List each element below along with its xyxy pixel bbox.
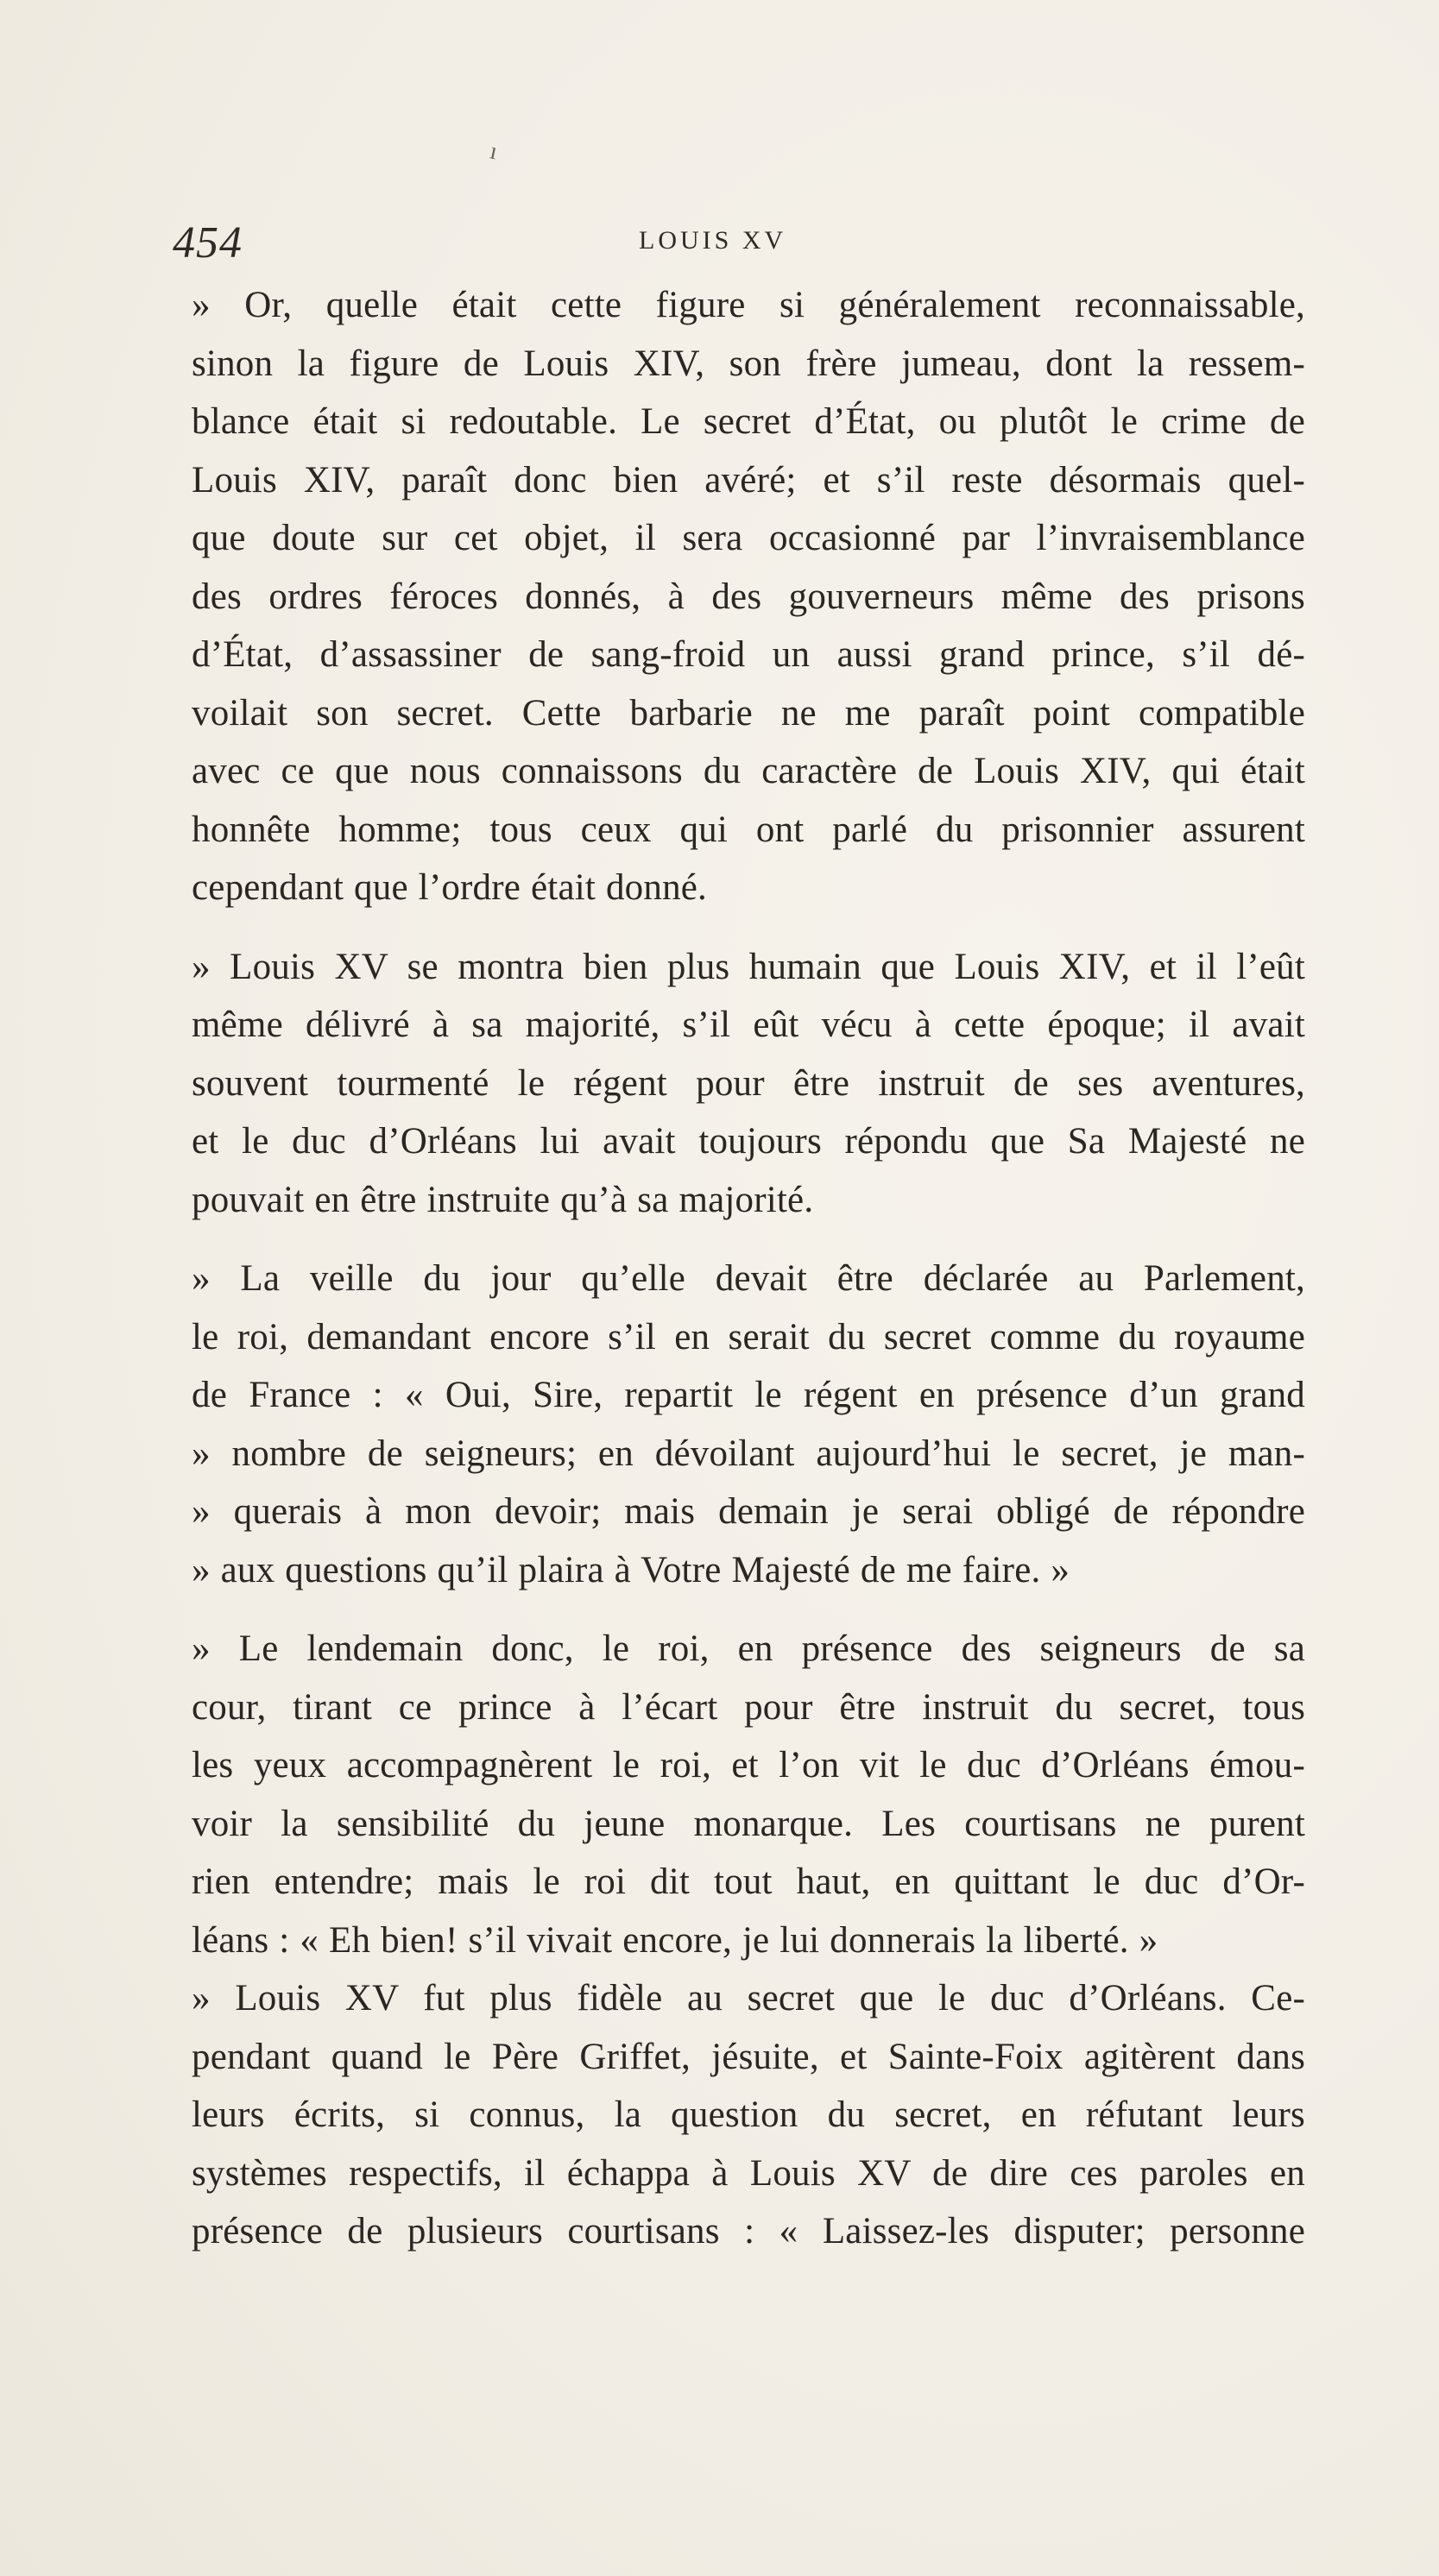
ink-speck: ı	[487, 137, 501, 166]
text-line: que doute sur cet objet, il sera occasionné par l’invraisemblance	[192, 518, 1305, 558]
paragraph-2	[192, 938, 1305, 1230]
text-line: » La veille du jour qu’elle devait être déclarée au Parlement,	[192, 1258, 1305, 1299]
text-line: cependant que l’ordre était donné.	[192, 867, 708, 908]
text-line: voir la sensibilité du jeune monarque. Les courtisans ne purent	[192, 1803, 1305, 1844]
body-text	[192, 276, 1305, 2261]
text-line: » querais à mon devoir; mais demain je serai obligé de répondre	[192, 1491, 1305, 1532]
running-title: LOUIS XV	[639, 226, 787, 255]
paragraph-gap	[192, 1229, 1305, 1250]
text-line: souvent tourmenté le régent pour être instruit de ses aventures,	[192, 1062, 1305, 1104]
text-line: et le duc d’Orléans lui avait toujours répondu que Sa Majesté ne	[192, 1121, 1305, 1162]
text-line: » Louis XV se montra bien plus humain que Louis XIV, et il l’eût	[192, 946, 1305, 987]
text-line: cour, tirant ce prince à l’écart pour être instruit du secret, tous	[192, 1686, 1305, 1728]
text-line: leurs écrits, si connus, la question du secret, en réfutant leurs	[192, 2094, 1305, 2135]
text-line: sinon la figure de Louis XIV, son frère jumeau, dont la ressem-	[192, 343, 1305, 384]
paragraph-1	[192, 276, 1305, 917]
paragraph-gap	[192, 917, 1305, 938]
text-line: » Or, quelle était cette figure si généralement reconnaissable,	[192, 285, 1305, 325]
text-line: léans : « Eh bien! s’il vivait encore, je lui donnerais la liberté. »	[192, 1919, 1158, 1961]
text-line: Louis XIV, paraît donc bien avéré; et s’il reste désormais quel-	[192, 459, 1305, 501]
text-line: d’État, d’assassiner de sang-froid un aussi grand prince, s’il dé-	[192, 634, 1305, 675]
text-line: voilait son secret. Cette barbarie ne me paraît point compatible	[192, 692, 1305, 734]
paragraph-5	[192, 1969, 1305, 2261]
text-line: de France : « Oui, Sire, repartit le régent en présence d’un grand	[192, 1375, 1305, 1415]
page-header	[173, 214, 1312, 266]
text-line: » aux questions qu’il plaira à Votre Majesté de me faire. »	[192, 1549, 1070, 1590]
text-line: le roi, demandant encore s’il en serait du secret comme du royaume	[192, 1316, 1305, 1357]
text-line: » Louis XV fut plus fidèle au secret que le duc d’Orléans. Ce-	[192, 1978, 1305, 2019]
paragraph-4	[192, 1620, 1305, 1969]
page-number: 454	[173, 218, 243, 268]
text-line: même délivré à sa majorité, s’il eût vécu à cette époque; il avait	[192, 1005, 1305, 1045]
paragraph-gap	[192, 1599, 1305, 1620]
text-line: systèmes respectifs, il échappa à Louis XV de dire ces paroles en	[192, 2152, 1305, 2194]
text-line: présence de plusieurs courtisans : « Laissez-les disputer; personne	[192, 2211, 1305, 2252]
text-line: rien entendre; mais le roi dit tout haut, en quittant le duc d’Or-	[192, 1861, 1305, 1902]
paragraph-3	[192, 1250, 1305, 1599]
text-line: avec ce que nous connaissons du caractère de Louis XIV, qui était	[192, 751, 1305, 791]
text-line: des ordres féroces donnés, à des gouverneurs même des prisons	[192, 576, 1305, 617]
text-line: pouvait en être instruite qu’à sa majorité.	[192, 1179, 814, 1220]
text-line: » nombre de seigneurs; en dévoilant aujourd’hui le secret, je man-	[192, 1433, 1305, 1474]
text-line: honnête homme; tous ceux qui ont parlé du prisonnier assurent	[192, 809, 1305, 850]
text-line: pendant quand le Père Griffet, jésuite, et Sainte-Foix agitèrent dans	[192, 2036, 1305, 2077]
text-line: » Le lendemain donc, le roi, en présence des seigneurs de sa	[192, 1628, 1305, 1669]
text-line: les yeux accompagnèrent le roi, et l’on vit le duc d’Orléans émou-	[192, 1745, 1305, 1786]
text-line: blance était si redoutable. Le secret d’État, ou plutôt le crime de	[192, 401, 1305, 442]
